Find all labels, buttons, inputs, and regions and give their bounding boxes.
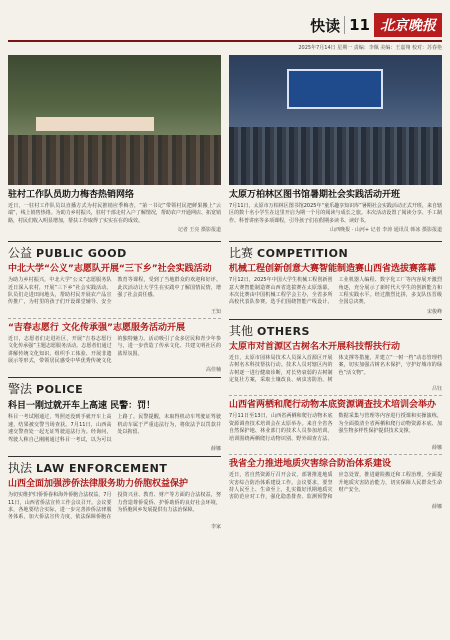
photo-people [8, 135, 221, 185]
article-title: 太原市对首源区古树名木开展科技帮扶行动 [229, 341, 401, 352]
section-zh: 比赛 [229, 246, 254, 261]
divider [229, 395, 442, 396]
article-byline: 薛娜 [431, 445, 442, 452]
section-head-law [8, 456, 221, 476]
masthead-right [310, 13, 442, 37]
library-class-photo [229, 55, 442, 185]
article-body: 科目一考试刚通过，驾照还没到手就开车上高速，结果被交警当场查获。7月11日，山西高速交警查处一起无证驾驶违法行为。经询问，驾驶人称自己刚刚通过科目一考试，以为可以上路了。民警提醒，未取得机动车驾驶证驾驶机动车属于严重违法行为，将依法予以罚款并处以拘留。 [8, 414, 221, 443]
photo-right-body: 7月11日，太原市万柏林区图书馆2025年“童乐趣享知识库”暑期社会实践活动正式开班，来自辖区的数十名小学生在这里开启为期一个月的阅读与成长之旅。本次活动设置了阅读分享、手工制作、科普讲座等多项课程，引导孩子们在假期多读书、读好书。 [229, 203, 442, 224]
article-title: 中北大学“公义”志愿队开展“三下乡”社会实践活动 [8, 264, 212, 275]
photo-row [8, 55, 442, 233]
photo-right-title: 太原万柏林区图书馆暑期社会实践活动开班 [229, 190, 401, 200]
article-byline: 宋俊峰 [426, 308, 442, 315]
article-body: 近日，太原市园林局技术人员深入首源区开展古树名木科技帮扶行动。技术人员对辖区内的古树逐一进行健康诊断，对长势衰弱的古树制定复壮方案，采取土壤改良、病虫害防治、树体支撑等措施，并建立“一树一档”动态管理档案，切实加强古树名木保护，守护好城市的绿色“活文物”。 [229, 354, 442, 384]
photo-banner [36, 117, 154, 131]
photo-audience [229, 127, 442, 185]
article-byline: 高佳楠 [205, 367, 221, 374]
section-en: PUBLIC GOOD [36, 247, 127, 261]
article-title: 山西省两栖和爬行动物本底资源调查技术培训会举办 [229, 400, 437, 411]
section-en: COMPETITION [257, 247, 349, 261]
right-column [229, 237, 442, 530]
article-body: 为切实维护归侨侨眷和海外侨胞合法权益，7月11日，山西省侨法宣传工作会议召开。会议要求，各地要结合实际，进一步完善涉侨法律服务体系，加大侨法宣传力度，依法保障侨胞在投资兴业、教育、财产等方面的合法权益，努力营造尊侨爱侨、护侨助侨的良好社会环境，为侨胞回乡发展提供有力法治保障。 [8, 492, 221, 521]
masthead [8, 0, 442, 42]
divider [229, 454, 442, 455]
article-body: 为助力乡村振兴，中北大学“公义”志愿服务队近日深入农村，开展“三下乡”社会实践活动。队员们走进田间地头，帮助村民开展农产品宣传推广，为村里的孩子们开设课堂辅导、安全教育等课程，受到了当地群众的欢迎和好评。此次活动让大学生在实践中了解国情民情，增强了社会责任感。 [8, 277, 221, 306]
section-head-others [229, 319, 442, 339]
photo-left-title: 驻村工作队员助力梅杏热销网络 [8, 190, 135, 200]
divider [8, 318, 221, 319]
article-title: “吉春志愿行 文化传承强”志愿服务活动开展 [8, 322, 185, 333]
section-en: POLICE [36, 383, 84, 397]
photo-story-right [229, 55, 442, 233]
section-head-police [8, 377, 221, 397]
section-en: LAW ENFORCEMENT [36, 462, 168, 476]
newspaper-logo: 北京晚报 [374, 13, 442, 37]
left-column [8, 237, 221, 530]
photo-right-byline: 山西晚报 · 山河+ 记者 李涛 通讯员 韩冰 摄影报道 [330, 227, 442, 234]
page-number: 11 [344, 16, 370, 34]
article-byline: 李家 [210, 523, 221, 530]
article-byline: 吕钰 [431, 386, 442, 393]
article-body: 近日，志愿者们走进社区，开展“吉春志愿行 文化传承强”主题志愿服务活动。志愿者们通过讲解传统文化知识、组织手工体验、开展非遗展示等形式，带领居民感受中华优秀传统文化的独特魅力。活动吸引了众多居民和青少年参与，进一步营造了传承文化、共建文明社区的浓厚氛围。 [8, 335, 221, 365]
section-name: 快读 [310, 16, 341, 35]
article-byline: 薛娜 [210, 446, 221, 453]
section-zh: 公益 [8, 246, 33, 261]
section-head-competition [229, 241, 442, 261]
article-body: 7月12日，2025年中国大学生机械工程创新创意大赛智能制造赛山西省选拔赛在太原落幕。本次比赛由中国机械工程学会主办，全省多所高校代表队参赛。选手们围绕智能产线设计、工业机器人编程、数字化工厂等内容展开激烈角逐，充分展示了新时代大学生的创新能力和工程实践水平。经过激烈比拼，多支队伍晋级全国总决赛。 [229, 277, 442, 306]
article-byline: 薛娜 [431, 503, 442, 510]
article-body: 近日，省自然资源厅召开会议，部署推进地质灾害综合防治体系建设工作。会议要求，要坚持人民至上、生命至上，扎实做好汛期地质灾害防范应对工作，强化隐患排查、监测预警和应急处置，推进避险搬迁和工程治理，全面提升地质灾害防治能力，切实保障人民群众生命财产安全。 [229, 472, 442, 501]
news-grid [8, 237, 442, 530]
section-en: OTHERS [257, 324, 310, 338]
article-byline: 王知 [210, 308, 221, 315]
photo-left-byline: 记者 王亮 摄影报道 [177, 227, 221, 234]
article-body: 7月11日至13日，山西省两栖和爬行动物本底资源调查技术培训会在太原举办。来自全省各自然保护地、林业部门的技术人员参加培训。培训围绕两栖爬行动物识别、野外调查方法、数据采集与管理等内容进行授课和实操演练，为全面摸清全省两栖和爬行动物资源本底、加强生物多样性保护提供技术支撑。 [229, 413, 442, 442]
issue-line: 2025年7月14日 星期一 责编：李佩 美编：王嘉翔 校对：苏春艳 [298, 45, 442, 51]
photo-story-left [8, 55, 221, 233]
article-title: 山西全面加强涉侨法律服务助力侨胞权益保护 [8, 479, 189, 490]
article-title: 科目一刚过就开车上高速 民警：罚！ [8, 401, 156, 412]
photo-left-body: 近日，一驻村工作队员以直播方式为村民推销应季梅杏，“第一书记”带领村民把鲜果搬上“云端”，线上销售热络。为助力乡村振兴，驻村干部走村入户了解情况，帮助农户开通网店、拓宽销路，村民们收入明显增加，帮扶工作取得了实实在在的成效。 [8, 203, 221, 224]
livestream-photo [8, 55, 221, 185]
section-zh: 警法 [8, 382, 33, 397]
article-title: 机械工程创新创意大赛智能制造赛山西省选拔赛落幕 [229, 264, 437, 275]
article-title: 我省全力推进地质灾害综合防治体系建设 [229, 459, 392, 470]
section-head-public-good [8, 241, 221, 261]
stage-screen [287, 69, 383, 109]
section-zh: 其他 [229, 323, 254, 338]
section-zh: 执法 [8, 461, 33, 476]
